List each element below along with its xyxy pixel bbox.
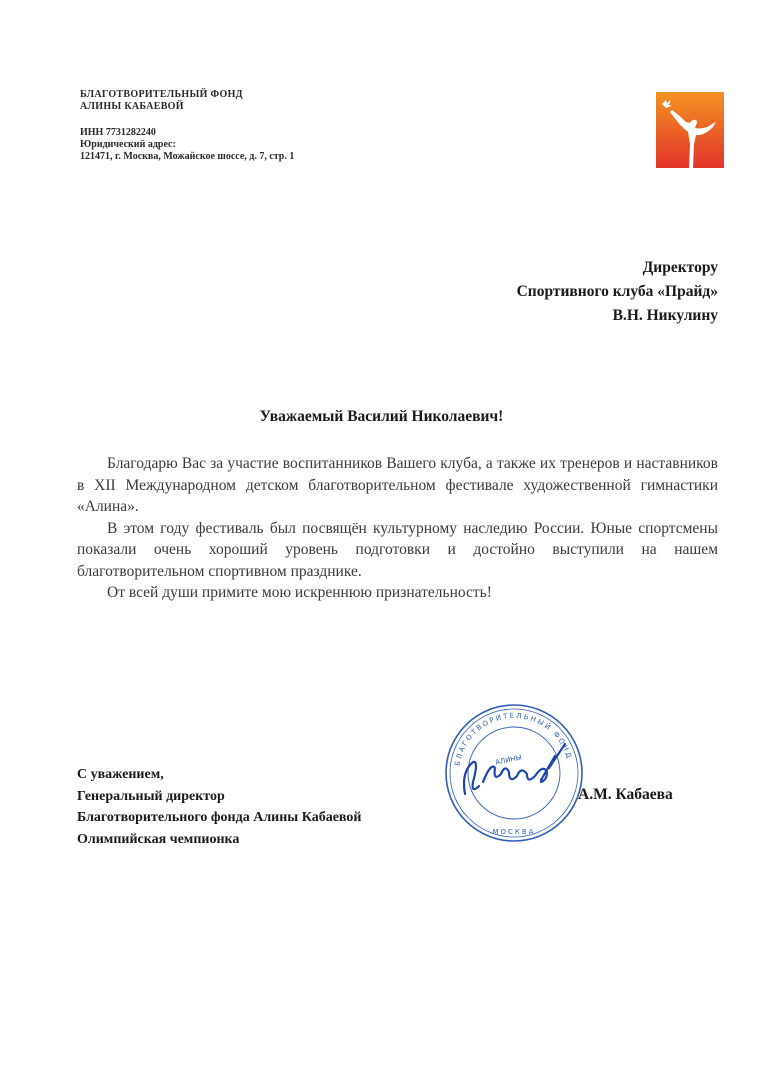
stamp-bottom-text: МОСКВА: [492, 828, 536, 836]
signer-title-line3: Олимпийская чемпионка: [77, 831, 240, 847]
gymnast-dove-logo-icon: [656, 92, 724, 168]
addressee-block: [517, 256, 718, 328]
stamp-outer-text: БЛАГОТВОРИТЕЛЬНЫЙ ФОНД: [453, 711, 574, 767]
legal-address: 121471, г. Москва, Можайское шоссе, д. 7, стр. 1: [80, 151, 295, 162]
body-paragraph: От всей души примите мою искреннюю признательность!: [107, 584, 492, 601]
addressee-organization: Спортивного клуба «Прайд»: [516, 283, 718, 300]
organization-name-line1: БЛАГОТВОРИТЕЛЬНЫЙ ФОНД: [80, 89, 243, 100]
organization-inn: ИНН 7731282240: [80, 127, 156, 138]
official-stamp: [443, 702, 585, 844]
body-paragraph: Благодарю Вас за участие воспитанников Вашего клуба, а также их тренеров и наставников в XII Международном детском благотворительном фестивале художественной гимнастики «Алина».: [77, 455, 718, 515]
addressee-name: В.Н. Никулину: [612, 307, 718, 324]
signer-title-line1: Генеральный директор: [77, 788, 225, 804]
salutation: Уважаемый Василий Николаевич!: [259, 408, 504, 425]
body-paragraph: В этом году фестиваль был посвящён культурному наследию России. Юные спортсмены показали очень хороший уровень подготовки и достойно выступили на нашем благотворительном спортивном празднике.: [77, 519, 718, 580]
organization-name: [80, 89, 294, 113]
foundation-logo: [656, 92, 724, 168]
signature-block: [77, 764, 361, 850]
stamp-center-text: АЛИНЫ: [494, 753, 523, 767]
addressee-position: Директору: [642, 259, 718, 276]
stamp-seal-icon: [443, 702, 585, 844]
legal-address-label: Юридический адрес:: [80, 139, 176, 150]
letter-body: [77, 453, 718, 604]
organization-name-line2: АЛИНЫ КАБАЕВОЙ: [80, 101, 184, 112]
organization-header: [80, 89, 294, 163]
organization-details: [80, 127, 294, 163]
closing: С уважением,: [77, 767, 164, 782]
handwritten-signature: [464, 744, 565, 794]
signer-name: А.М. Кабаева: [578, 786, 673, 803]
signer-title-line2: Благотворительного фонда Алины Кабаевой: [77, 810, 362, 825]
